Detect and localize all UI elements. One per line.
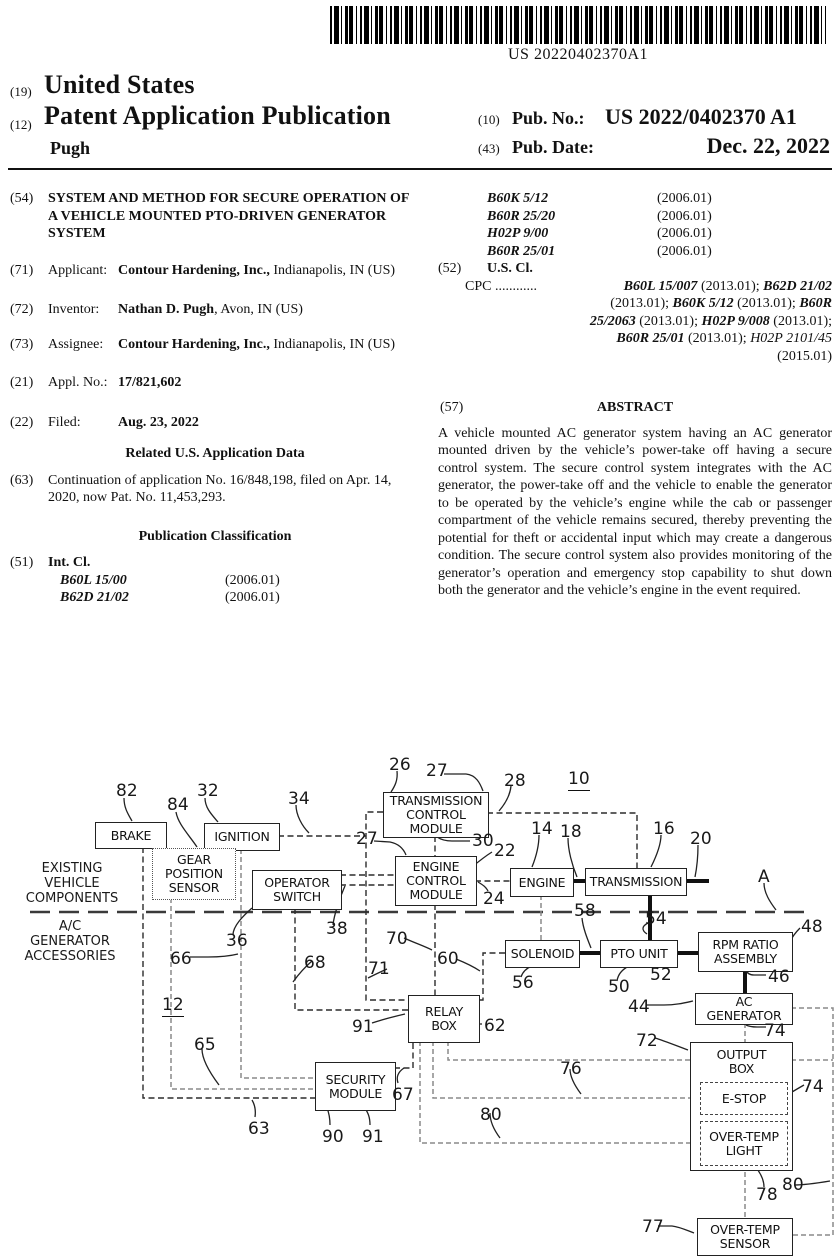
ref-numeral-80: 80 — [782, 1175, 804, 1195]
int-cl-row — [438, 190, 832, 208]
kind-code-10: (10) — [478, 112, 500, 127]
field-label: Filed: — [48, 414, 81, 430]
biblio-right-column — [438, 190, 832, 600]
class-code: B60L 15/00 — [60, 572, 127, 588]
diagram-box-brake: BRAKE — [95, 822, 167, 849]
ref-numeral-77: 77 — [642, 1217, 664, 1237]
diagram-box-over-temp-light: OVER-TEMP LIGHT — [700, 1121, 788, 1166]
class-code: H02P 9/00 — [487, 226, 549, 241]
field-int-cl — [10, 554, 420, 572]
ac-generator-accessories-label: A/C GENERATOR ACCESSORIES — [24, 919, 116, 964]
ref-numeral-36: 36 — [226, 931, 248, 951]
ref-numeral-14: 14 — [531, 819, 553, 839]
ref-numeral-48: 48 — [801, 917, 823, 937]
diagram-box-operator-switch: OPERATOR SWITCH — [252, 870, 342, 910]
class-version: (2006.01) — [657, 243, 712, 259]
pub-date-label: Pub. Date: — [512, 137, 594, 157]
field-inventor — [10, 301, 420, 319]
figure-diagram — [0, 737, 840, 1257]
field-num: (57) — [440, 400, 464, 415]
field-num: (52) — [438, 261, 462, 276]
ref-numeral-16: 16 — [653, 819, 675, 839]
abstract-header-row — [438, 399, 832, 417]
ref-numeral-46: 46 — [768, 967, 790, 987]
cpc-codes: B60L 15/007 (2013.01); B62D 21/02 — [623, 278, 832, 294]
ref-numeral-52: 52 — [650, 965, 672, 985]
cpc-line: B60R 25/01 (2013.01); H02P 2101/45 — [616, 331, 832, 346]
int-cl-row — [438, 243, 832, 261]
ref-numeral-82: 82 — [116, 781, 138, 801]
field-num: (63) — [10, 472, 34, 488]
ref-numeral-32: 32 — [197, 781, 219, 801]
kind-code-12: (12) — [10, 117, 32, 132]
class-code: B62D 21/02 — [60, 590, 129, 605]
diagram-box-rpm-ratio-assembly: RPM RATIO ASSEMBLY — [698, 932, 793, 972]
ref-numeral-70: 70 — [386, 929, 408, 949]
ref-numeral-27: 27 — [356, 829, 378, 849]
cpc-line — [465, 278, 832, 296]
ref-numeral-90: 90 — [322, 1127, 344, 1147]
cpc-block — [465, 278, 832, 366]
publication-classification-header: Publication Classification — [138, 528, 292, 544]
field-num: (21) — [10, 375, 34, 390]
class-version: (2006.01) — [657, 191, 712, 206]
ref-numeral-18: 18 — [560, 822, 582, 842]
field-label: Inventor: — [48, 302, 100, 317]
diagram-box-ac-generator: AC GENERATOR — [695, 993, 793, 1025]
biblio-left-column — [10, 190, 420, 607]
field-us-cl — [438, 260, 832, 278]
continuation-text: Continuation of application No. 16/848,198, filed on Apr. 14, 2020, now Pat. No. 11,453,293. — [48, 472, 392, 505]
us-cl-label: U.S. Cl. — [487, 261, 533, 276]
ref-numeral-28: 28 — [504, 771, 526, 791]
diagram-box-transmission: TRANSMISSION — [585, 868, 687, 896]
ref-numeral-74: 74 — [802, 1077, 824, 1097]
ref-numeral-22: 22 — [494, 841, 516, 861]
field-num: (22) — [10, 414, 34, 430]
ref-numeral-12: 12 — [162, 995, 184, 1015]
ref-numeral-10: 10 — [568, 769, 590, 789]
ref-numeral-80: 80 — [480, 1105, 502, 1125]
diagram-box-engine: ENGINE — [510, 868, 574, 897]
pub-no-label: Pub. No.: — [512, 108, 585, 128]
field-value: Contour Hardening, Inc., Indianapolis, IN (US) — [118, 336, 396, 352]
field-value: Aug. 23, 2022 — [118, 414, 199, 430]
field-continuation — [10, 472, 420, 507]
diagram-box-security-module: SECURITY MODULE — [315, 1062, 396, 1111]
field-num: (73) — [10, 336, 34, 352]
ref-numeral-27: 27 — [426, 761, 448, 781]
diagram-box-over-temp-sensor: OVER-TEMP SENSOR — [697, 1218, 793, 1256]
ref-numeral-72: 72 — [636, 1031, 658, 1051]
class-code: B60R 25/20 — [487, 208, 556, 224]
field-value: Contour Hardening, Inc., Indianapolis, IN (US) — [118, 262, 396, 278]
int-cl-label: Int. Cl. — [48, 555, 91, 570]
ref-numeral-91: 91 — [362, 1127, 384, 1147]
barcode-caption: US 20220402370A1 — [507, 46, 648, 63]
int-cl-row — [438, 225, 832, 243]
diagram-box-transmission-control-module: TRANSMISSION CONTROL MODULE — [383, 792, 489, 838]
document-type: Patent Application Publication — [44, 101, 391, 130]
ref-numeral-34: 34 — [288, 789, 310, 809]
cpc-line: (2015.01) — [777, 348, 832, 364]
kind-code-43: (43) — [478, 141, 500, 156]
country-name: United States — [44, 70, 195, 99]
ref-numeral-60: 60 — [437, 949, 459, 969]
cpc-line: (2013.01); B60K 5/12 (2013.01); B60R — [610, 296, 832, 311]
class-version: (2006.01) — [225, 590, 280, 605]
int-cl-row — [438, 208, 832, 226]
ref-numeral-66: 66 — [170, 949, 192, 969]
ref-numeral-38: 38 — [326, 919, 348, 939]
field-num: (51) — [10, 555, 34, 570]
field-applicant — [10, 262, 420, 280]
field-label: Applicant: — [48, 262, 108, 278]
field-title — [10, 190, 420, 243]
ref-numeral-65: 65 — [194, 1035, 216, 1055]
ref-numeral-78: 78 — [756, 1185, 778, 1205]
field-num: (54) — [10, 191, 34, 206]
ref-numeral-91: 91 — [352, 1017, 374, 1037]
class-version: (2006.01) — [225, 572, 280, 588]
related-data-header: Related U.S. Application Data — [125, 446, 305, 461]
inventor-surname: Pugh — [50, 138, 91, 158]
output-box-label: OUTPUT BOX — [716, 1047, 767, 1076]
ref-numeral-71: 71 — [368, 959, 390, 979]
diagram-box-solenoid: SOLENOID — [505, 940, 580, 968]
pub-no-value: US 2022/0402370 A1 — [605, 104, 797, 129]
class-code: B60K 5/12 — [487, 191, 549, 206]
diagram-box-relay-box: RELAY BOX — [408, 995, 480, 1043]
cpc-label: CPC ............ — [465, 278, 537, 294]
field-num: (72) — [10, 302, 34, 317]
class-code: B60R 25/01 — [487, 243, 556, 259]
diagram-box-gear-position-sensor: GEAR POSITION SENSOR — [152, 848, 236, 900]
abstract-text: A vehicle mounted AC generator system having an AC generator mounted driven by the vehicle’s power-take off having a secure control system. The secure control system integrates with the AC generator, the power-take off and the vehicle to enable the generator to be operated by the vehicle’s engine while the cab or passenger compartment of the vehicle remains secured, thereby preventing the potential for theft or accidental input which may create a dangerous condition. The secure control system also provides monitoring of the generator’s operation and emergency stop capability to shut down both the generator and the vehicle’s engine in the event required. — [438, 425, 832, 598]
field-assignee — [10, 336, 420, 354]
barcode-image — [330, 6, 826, 44]
field-value: 17/821,602 — [118, 375, 182, 390]
int-cl-row — [10, 572, 420, 590]
ref-numeral-62: 62 — [484, 1016, 506, 1036]
ref-numeral-68: 68 — [304, 953, 326, 973]
ref-numeral-58: 58 — [574, 901, 596, 921]
ref-numeral-63: 63 — [248, 1119, 270, 1139]
diagram-box-e-stop: E-STOP — [700, 1082, 788, 1115]
abstract-header: ABSTRACT — [596, 400, 674, 415]
ref-numeral-20: 20 — [690, 829, 712, 849]
existing-vehicle-components-label: EXISTING VEHICLE COMPONENTS — [25, 861, 119, 906]
diagram-box-ignition: IGNITION — [204, 823, 280, 851]
ref-numeral-74: 74 — [764, 1021, 786, 1041]
ref-numeral-84: 84 — [167, 795, 189, 815]
invention-title: SYSTEM AND METHOD FOR SECURE OPERATION OF A VEHICLE MOUNTED PTO-DRIVEN GENERATOR SYSTEM — [48, 191, 409, 241]
ref-numeral-56: 56 — [512, 973, 534, 993]
ref-numeral-76: 76 — [560, 1059, 582, 1079]
field-appl-no — [10, 374, 420, 392]
ref-numeral-67: 67 — [392, 1085, 414, 1105]
field-filed — [10, 414, 420, 432]
int-cl-row — [10, 589, 420, 607]
field-value: Nathan D. Pugh, Avon, IN (US) — [118, 302, 303, 317]
cpc-line: 25/2063 (2013.01); H02P 9/008 (2013.01); — [589, 313, 832, 329]
ref-numeral-24: 24 — [483, 889, 505, 909]
field-label: Appl. No.: — [48, 375, 108, 390]
ref-numeral-26: 26 — [389, 755, 411, 775]
header-divider-rule — [8, 168, 832, 170]
field-label: Assignee: — [48, 336, 104, 352]
field-num: (71) — [10, 262, 34, 278]
kind-code-19: (19) — [10, 84, 32, 99]
class-version: (2006.01) — [657, 208, 712, 224]
pub-date-value: Dec. 22, 2022 — [706, 133, 830, 158]
diagram-box-pto-unit: PTO UNIT — [600, 940, 678, 968]
ref-numeral-44: 44 — [628, 997, 650, 1017]
ref-numeral-A: A — [758, 867, 770, 887]
ref-numeral-30: 30 — [472, 831, 494, 851]
class-version: (2006.01) — [657, 226, 712, 241]
ref-numeral-54: 54 — [645, 909, 667, 929]
diagram-box-engine-control-module: ENGINE CONTROL MODULE — [395, 856, 477, 906]
ref-numeral-50: 50 — [608, 977, 630, 997]
